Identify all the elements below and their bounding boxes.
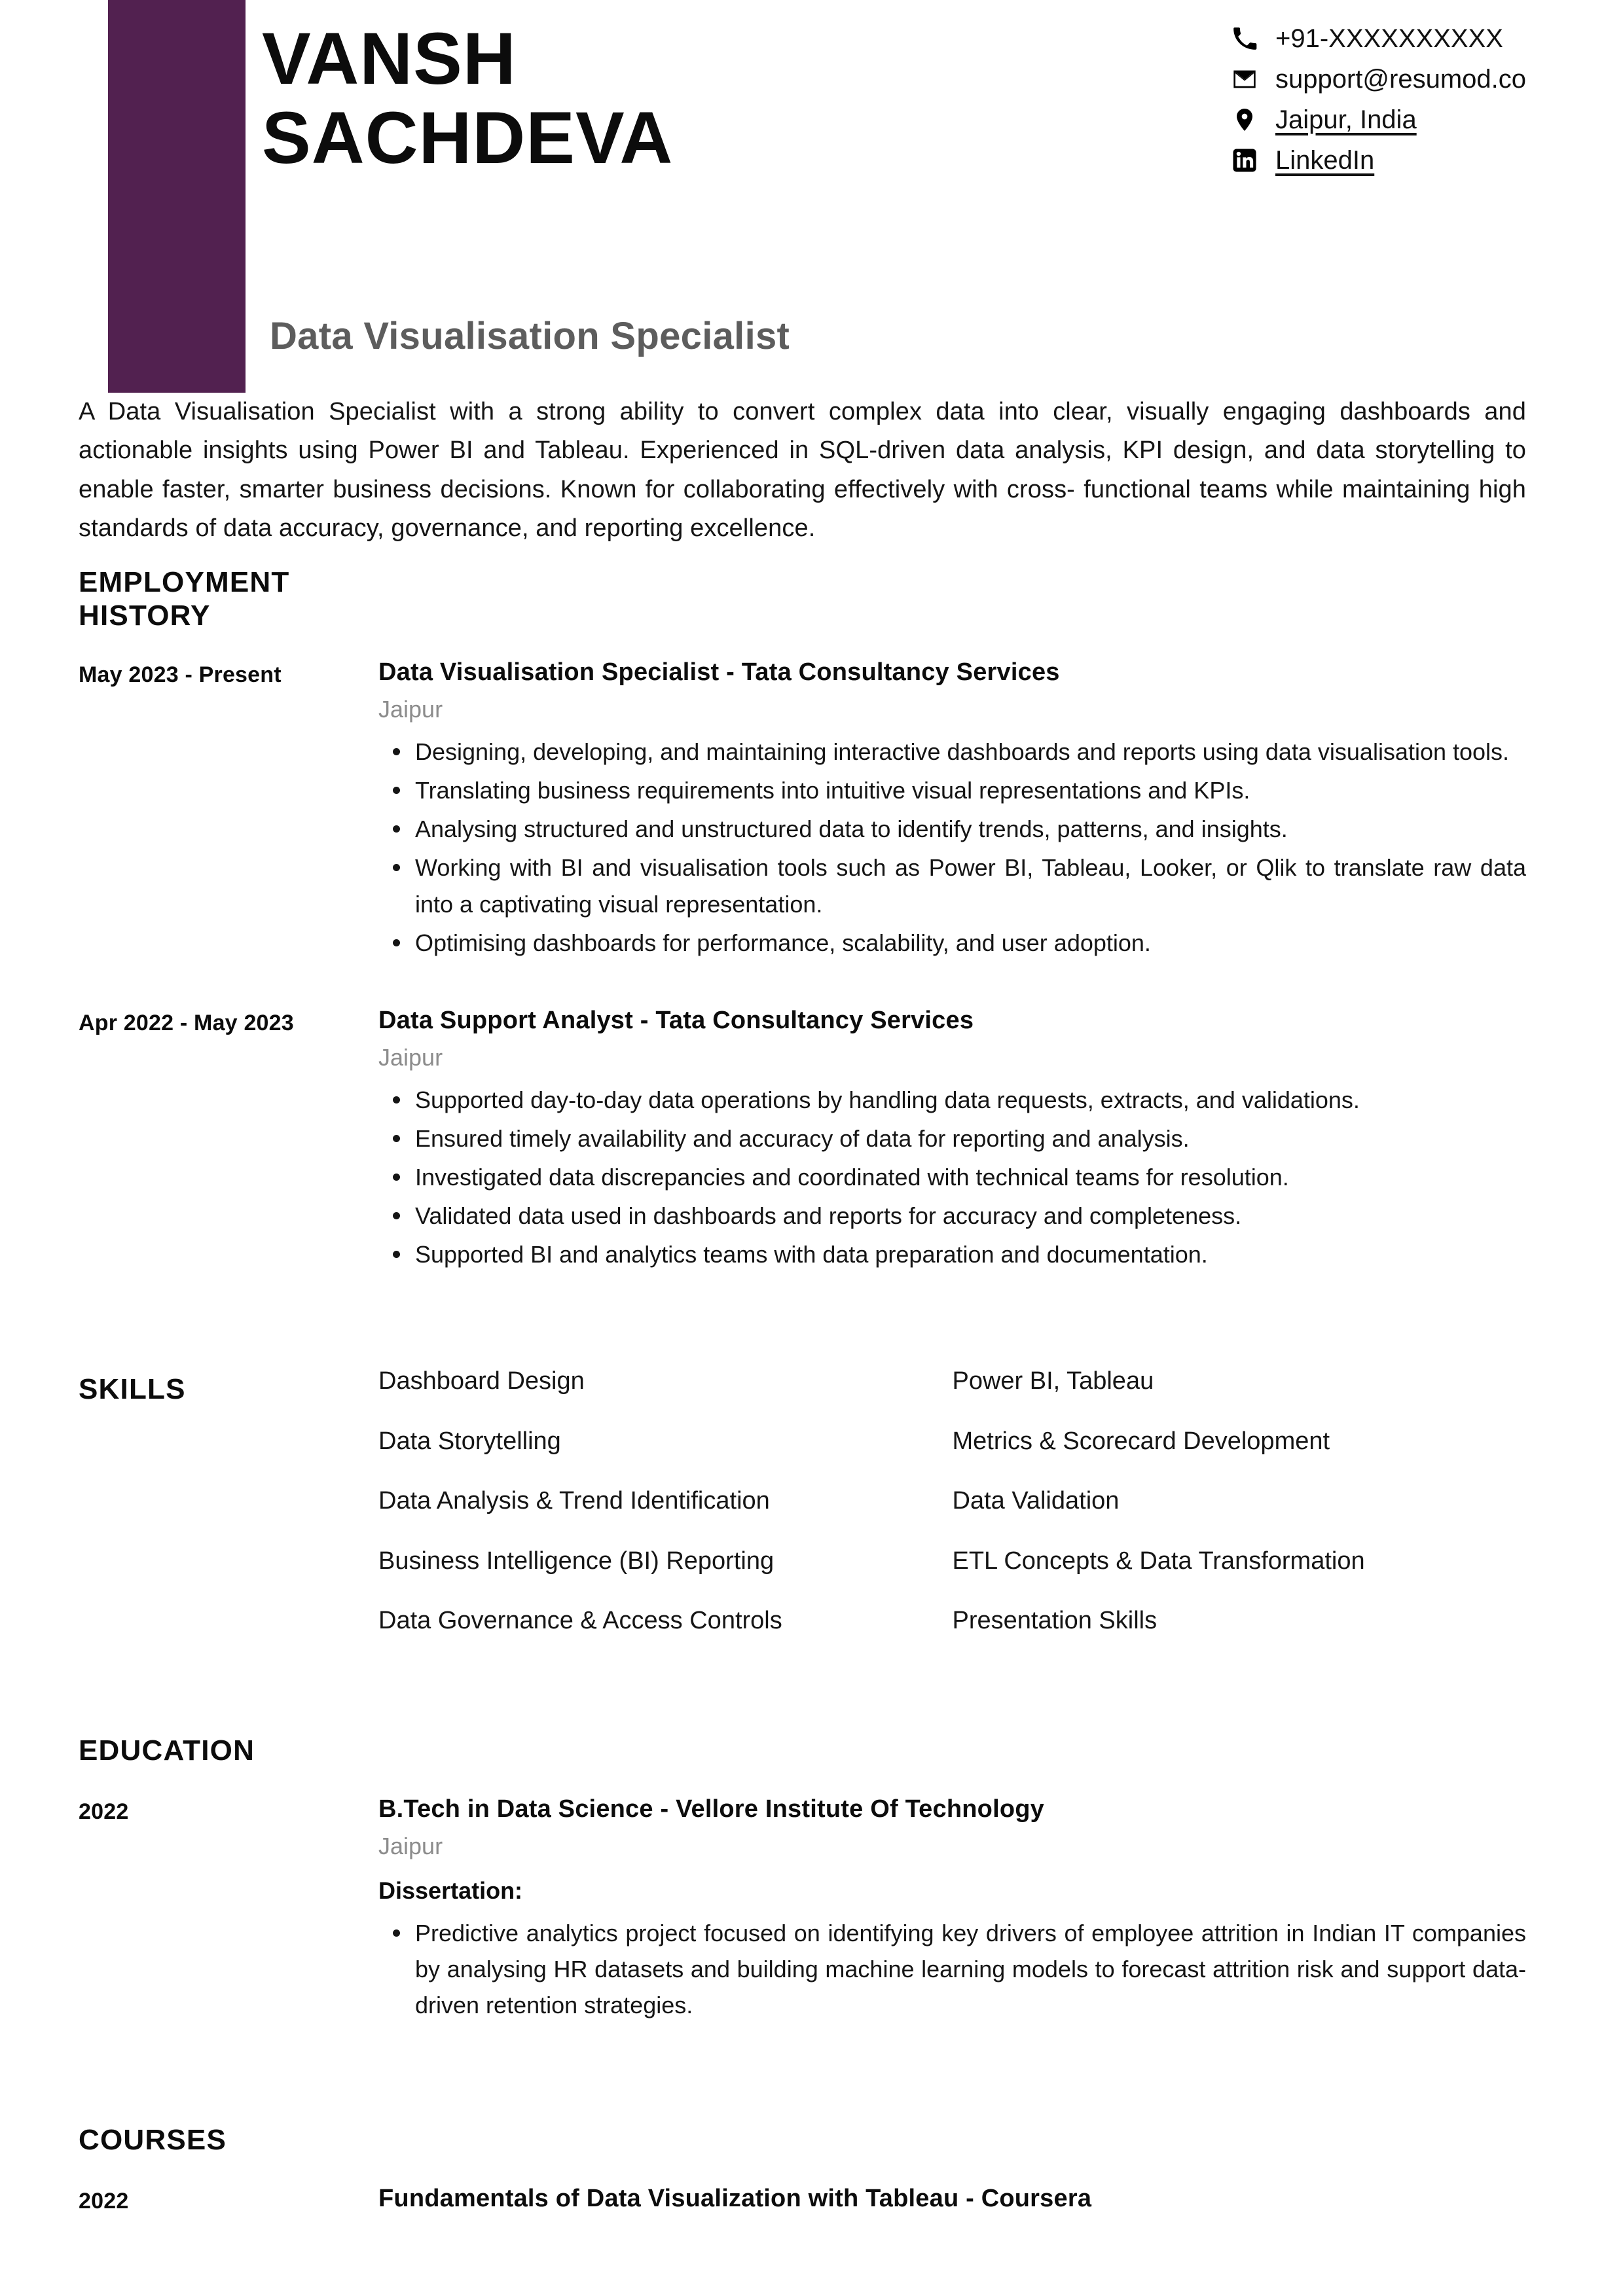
skill-item: Data Analysis & Trend Identification: [378, 1487, 770, 1515]
skill-item: Data Governance & Access Controls: [378, 1607, 782, 1635]
section-heading-employment-line2: HISTORY: [79, 599, 211, 632]
education-entry-date: 2022: [79, 1799, 129, 1824]
course-entry-date: 2022: [79, 2188, 129, 2214]
education-entry: [79, 1795, 1526, 2026]
employment-entry-location: Jaipur: [378, 1043, 443, 1071]
skill-item: Presentation Skills: [952, 1607, 1158, 1635]
bullet-item: Ensured timely availability and accuracy of data for reporting and analysis.: [415, 1121, 1526, 1157]
skill-item: Data Validation: [952, 1487, 1120, 1515]
bullet-item: Supported day-to-day data operations by handling data requests, extracts, and validations.: [415, 1082, 1526, 1118]
contact-location-value[interactable]: Jaipur, India: [1275, 105, 1417, 134]
candidate-name: [262, 20, 1034, 178]
bullet-item: Predictive analytics project focused on identifying key drivers of employee attrition in Indian IT companies by analysing HR datasets and building machine learning models to forecast attrition risk and support data-driven retention strategies.: [415, 1915, 1526, 2023]
contact-list: [1231, 25, 1526, 174]
education-entry-bullets: [378, 1915, 1526, 2023]
employment-entry: [79, 1007, 1526, 1275]
resume-header: [0, 0, 1623, 393]
course-entry-body: [378, 2185, 1526, 2213]
phone-icon: [1231, 25, 1258, 52]
location-pin-icon: [1231, 106, 1258, 134]
dissertation-label: Dissertation:: [378, 1876, 523, 1904]
skill-item: ETL Concepts & Data Transformation: [952, 1547, 1365, 1575]
section-heading-courses: COURSES: [79, 2123, 227, 2156]
education-entry-title: B.Tech in Data Science - Vellore Institute Of Technology: [378, 1795, 1044, 1823]
section-heading-education: EDUCATION: [79, 1734, 255, 1767]
contact-item-email: [1231, 65, 1526, 93]
course-entry: [79, 2185, 1526, 2214]
employment-entry-date: Apr 2022 - May 2023: [79, 1010, 294, 1035]
skill-item: Data Storytelling: [378, 1427, 561, 1455]
skills-grid: [378, 1367, 1526, 1636]
linkedin-icon: [1231, 147, 1258, 174]
accent-bar: [108, 0, 246, 393]
section-heading-employment: [79, 566, 1526, 632]
bullet-item: Supported BI and analytics teams with data preparation and documentation.: [415, 1236, 1526, 1272]
section-heading-employment-line1: EMPLOYMENT: [79, 566, 290, 599]
skill-item: Metrics & Scorecard Development: [952, 1427, 1330, 1455]
employment-entry-title: Data Visualisation Specialist - Tata Consultancy Services: [378, 658, 1060, 687]
employment-entry: [79, 658, 1526, 963]
employment-entry-title: Data Support Analyst - Tata Consultancy Services: [378, 1006, 974, 1034]
skill-item: Power BI, Tableau: [952, 1367, 1154, 1395]
course-entry-title: Fundamentals of Data Visualization with Tableau - Coursera: [378, 2184, 1092, 2212]
section-skills: [79, 1367, 1526, 1636]
employment-entry-bullets: [378, 734, 1526, 960]
contact-linkedin-value[interactable]: LinkedIn: [1275, 146, 1375, 175]
candidate-job-title: Data Visualisation Specialist: [270, 315, 790, 357]
bullet-item: Working with BI and visualisation tools such as Power BI, Tableau, Looker, or Qlik to translate raw data into a captivating visual representation.: [415, 850, 1526, 922]
employment-entry-body: [378, 1007, 1526, 1275]
bullet-item: Optimising dashboards for performance, scalability, and user adoption.: [415, 925, 1526, 961]
skill-item: Dashboard Design: [378, 1367, 585, 1395]
bullet-item: Investigated data discrepancies and coordinated with technical teams for resolution.: [415, 1159, 1526, 1195]
contact-item-linkedin[interactable]: [1231, 147, 1374, 174]
envelope-icon: [1231, 65, 1258, 93]
bullet-item: Analysing structured and unstructured data to identify trends, patterns, and insights.: [415, 811, 1526, 847]
first-name: VANSH: [262, 18, 517, 99]
contact-item-phone: [1231, 25, 1503, 52]
education-entry-body: [378, 1795, 1526, 2026]
employment-entry-bullets: [378, 1082, 1526, 1272]
contact-email-value: support@resumod.co: [1275, 65, 1526, 94]
education-entry-location: Jaipur: [378, 1832, 443, 1859]
resume-body: [0, 393, 1623, 2214]
last-name: SACHDEVA: [262, 96, 674, 179]
bullet-item: Validated data used in dashboards and reports for accuracy and completeness.: [415, 1198, 1526, 1234]
employment-entry-body: [378, 658, 1526, 963]
bullet-item: Translating business requirements into intuitive visual representations and KPIs.: [415, 772, 1526, 808]
employment-entry-date: May 2023 - Present: [79, 662, 282, 688]
professional-summary: A Data Visualisation Specialist with a strong ability to convert complex data into clear, visually engaging dashboards and actionable insights using Power BI and Tableau. Experienced in SQL-driven data analysis, KPI design, and data storytelling to enable faster, smarter business decisions. Known for collaborating effectively with cross- functional teams while maintaining high standards of data accuracy, governance, and reporting excellence.: [79, 398, 1526, 542]
employment-entry-location: Jaipur: [378, 696, 443, 723]
contact-phone-value: +91-XXXXXXXXXX: [1275, 24, 1503, 53]
contact-item-location[interactable]: [1231, 106, 1417, 134]
skill-item: Business Intelligence (BI) Reporting: [378, 1547, 775, 1575]
section-heading-skills: SKILLS: [79, 1373, 186, 1406]
bullet-item: Designing, developing, and maintaining interactive dashboards and reports using data visualisation tools.: [415, 734, 1526, 770]
